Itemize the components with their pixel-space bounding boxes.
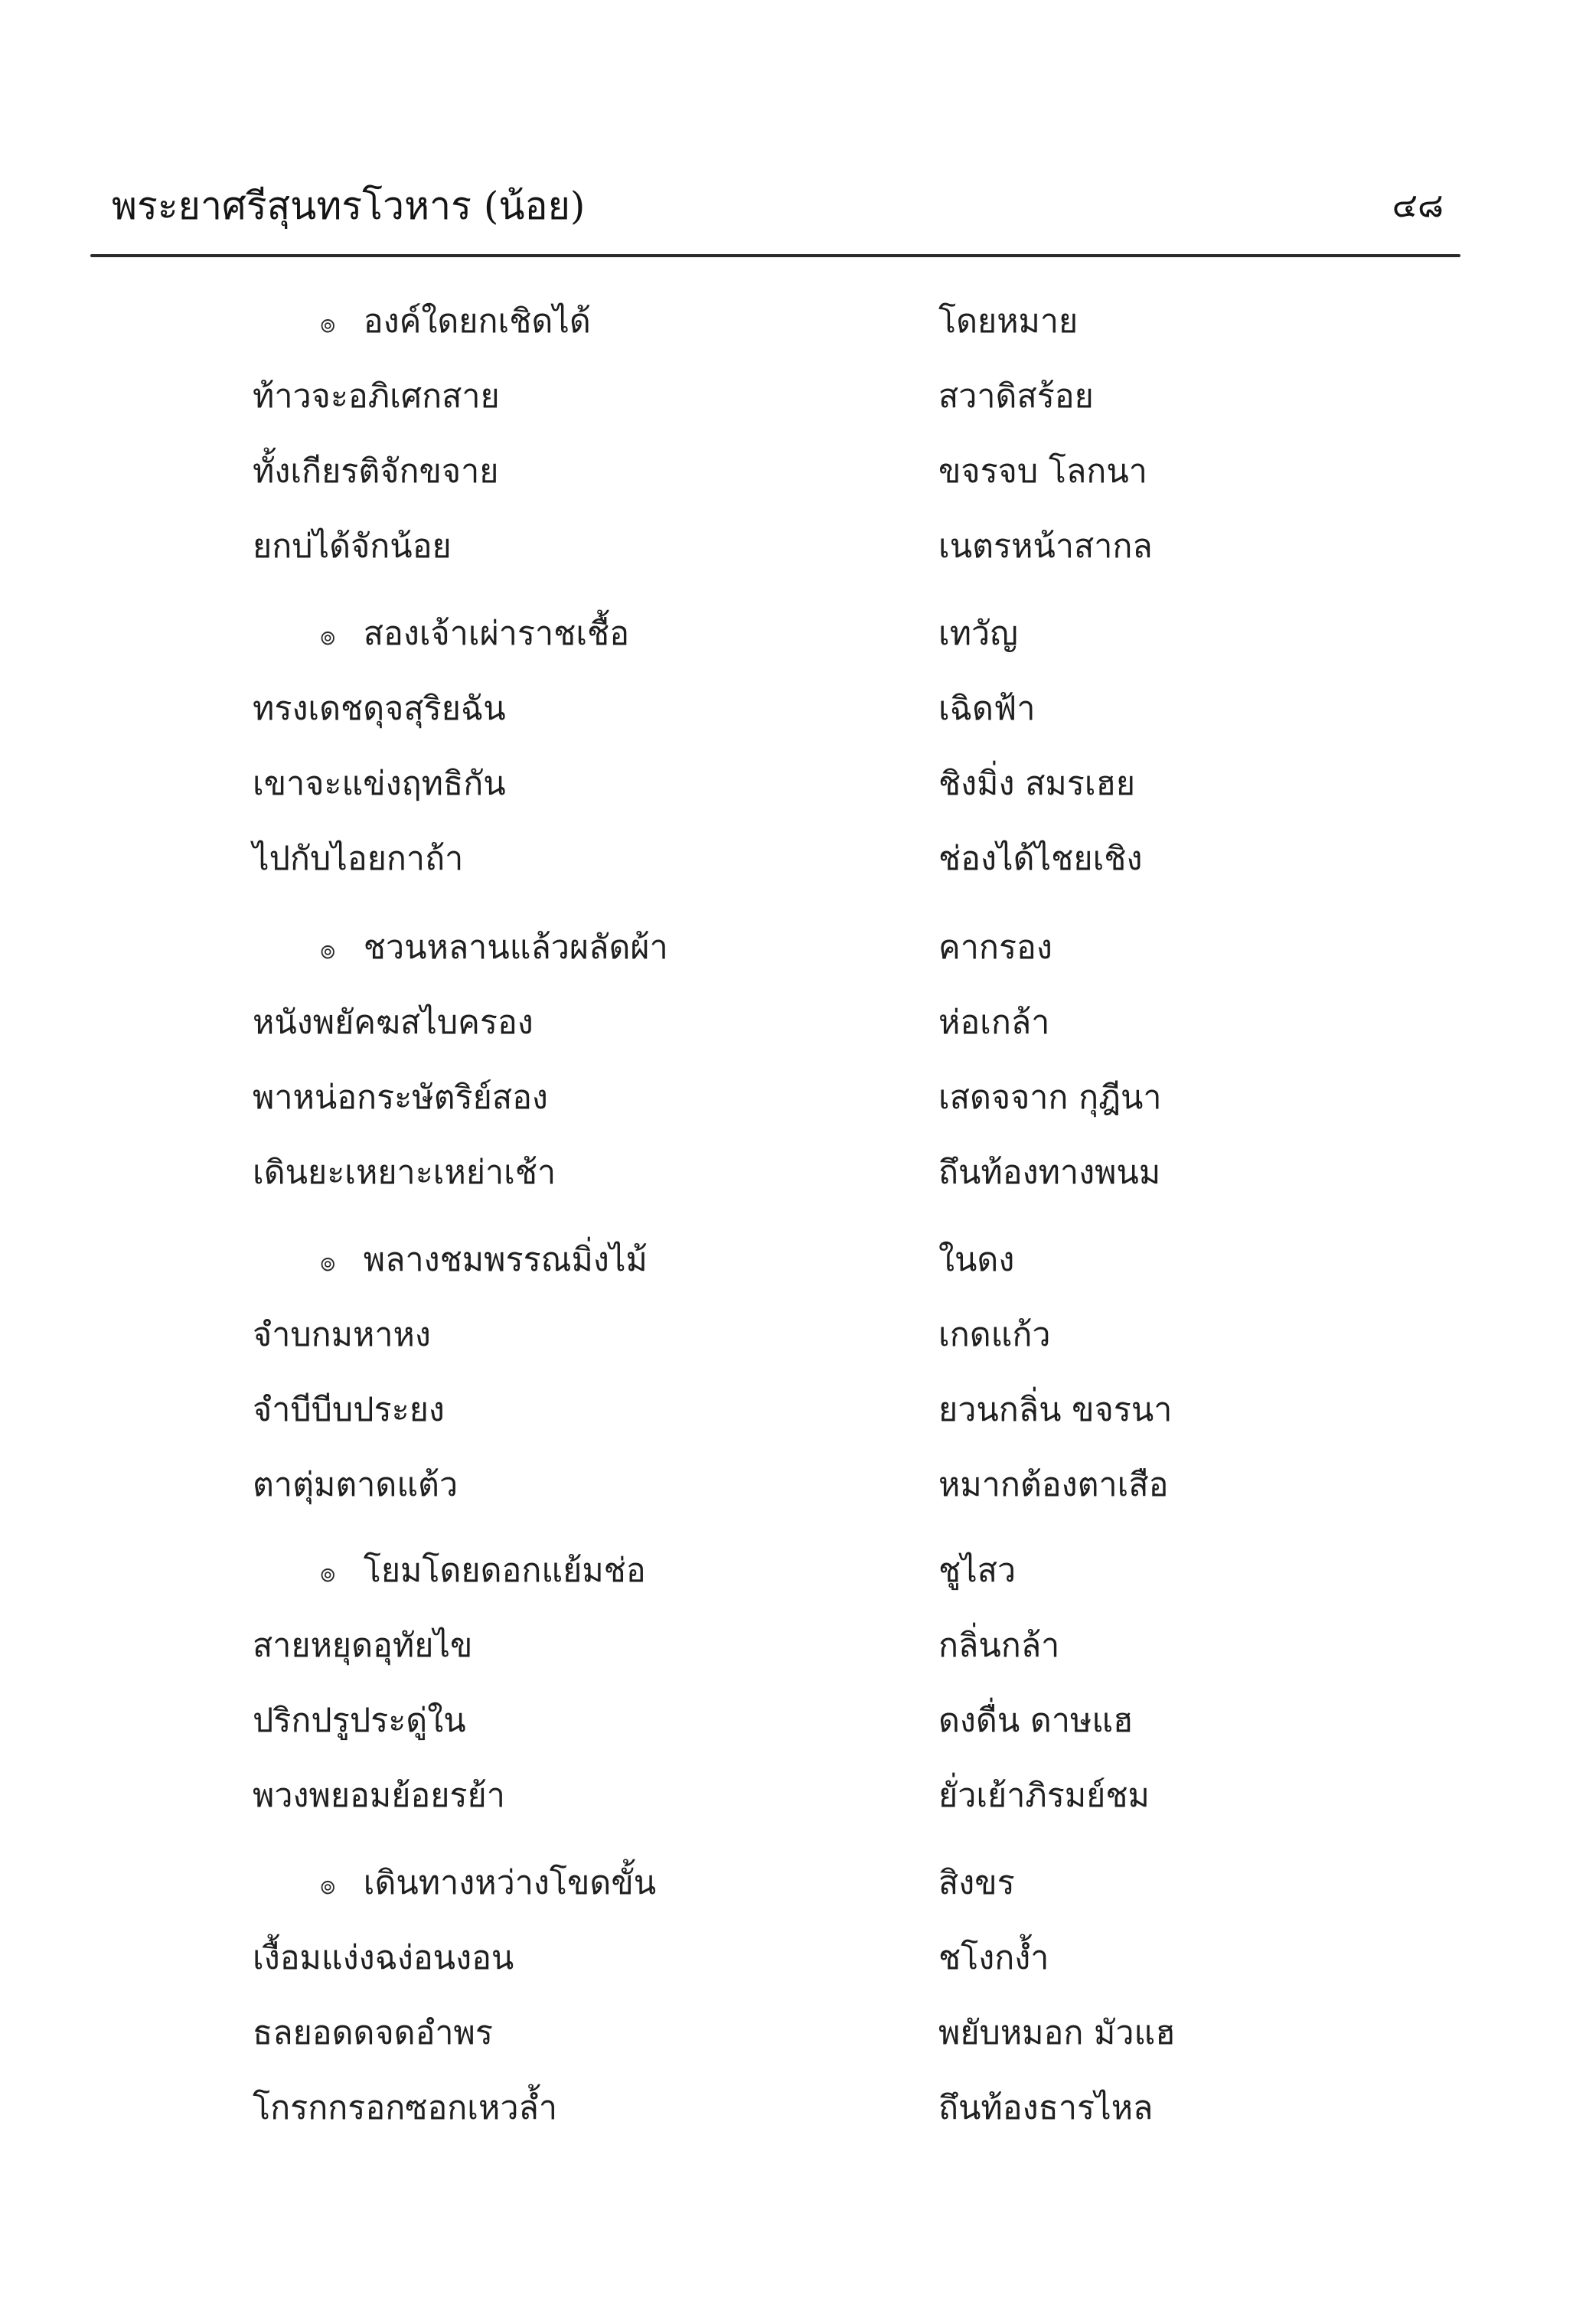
- verse-line: [0, 747, 1586, 821]
- verse-first-half: [253, 2071, 557, 2145]
- verse-first-half: [253, 672, 506, 746]
- verse-first-half-text: เดินยะเหยาะเหย่าเช้า: [253, 1154, 556, 1192]
- verse-line: [0, 1996, 1586, 2070]
- verse-second-half: ยวนกลิ่น ขจรนา: [938, 1391, 1173, 1429]
- verse-first-half: [253, 1448, 458, 1522]
- stanza-marker-icon: ๏: [320, 308, 336, 339]
- verse-first-half: [253, 822, 463, 896]
- verse-line: [0, 1448, 1586, 1522]
- verse-first-half: [253, 1996, 493, 2070]
- verse-line: [0, 1373, 1586, 1447]
- verse-first-half-text: องค์ใดยกเชิดได้: [363, 302, 591, 341]
- verse-second-half: ดงดื่น ดาษแฮ: [938, 1702, 1134, 1740]
- verse-line: [0, 597, 1586, 671]
- verse-first-half: [253, 360, 500, 433]
- verse-first-half: [253, 1136, 556, 1209]
- verse-first-half: [253, 1759, 505, 1833]
- verse-first-half: [320, 911, 668, 987]
- verse-first-half-text: เงื้อมแง่งฉง่อนงอน: [253, 1939, 514, 1977]
- verse-second-half: ช่องได้ไชยเชิง: [938, 840, 1143, 878]
- verse-first-half: [253, 1684, 466, 1758]
- verse-first-half-text: สายหยุดอุทัยไข: [253, 1627, 473, 1665]
- verse-second-half: เฉิดฟ้า: [938, 690, 1036, 728]
- verse-first-half-text: พวงพยอมย้อยรย้า: [253, 1777, 505, 1815]
- verse-first-half: [320, 1846, 656, 1922]
- verse-second-half: กลิ่นกล้า: [938, 1627, 1060, 1665]
- verse-line: [0, 435, 1586, 508]
- verse-first-half-text: ไปกับไอยกาถ้า: [253, 840, 464, 878]
- verse-second-half: ในดง: [938, 1241, 1015, 1279]
- verse-first-half: [320, 1223, 648, 1299]
- verse-second-half: ถึนท้องธารไหล: [938, 2089, 1154, 2127]
- verse-first-half-text: หนังพยัคฆสไบครอง: [253, 1004, 534, 1042]
- stanza-marker-icon: ๏: [320, 1247, 336, 1278]
- verse-second-half: ห่อเกล้า: [938, 1004, 1050, 1042]
- verse-first-half: [253, 1609, 472, 1683]
- verse-first-half: [320, 285, 591, 361]
- verse-first-half: [253, 1298, 431, 1372]
- verse-first-half: [253, 510, 452, 583]
- verse-first-half-text: โกรกกรอกซอกเหวล้ำ: [253, 2089, 557, 2127]
- verse-first-half-text: เดินทางหว่างโขดขั้น: [363, 1864, 657, 1902]
- verse-first-half: [253, 986, 534, 1059]
- verse-second-half: เสดจจาก กุฎีนา: [938, 1079, 1162, 1117]
- stanza-marker-icon: ๏: [320, 935, 336, 965]
- verse-first-half-text: ชวนหลานแล้วผลัดผ้า: [363, 929, 668, 967]
- verse-first-half-text: ตาตุ่มตาดแต้ว: [253, 1466, 459, 1504]
- verse-line: [0, 1136, 1586, 1209]
- verse-first-half: [253, 1921, 514, 1995]
- verse-second-half: หมากต้องตาเสือ: [938, 1466, 1169, 1504]
- verse-line: [0, 1684, 1586, 1758]
- verse-line: [0, 1921, 1586, 1995]
- verse-line: [0, 360, 1586, 433]
- verse-first-half-text: ธลยอดดจดอำพร: [253, 2014, 493, 2052]
- verse-second-half: สิงขร: [938, 1864, 1015, 1902]
- verse-line: [0, 510, 1586, 583]
- verse-second-half: เทวัญ: [938, 615, 1018, 653]
- verse-second-half: ถึนท้องทางพนม: [938, 1154, 1161, 1192]
- verse-second-half: ยั่วเย้าภิรมย์ชม: [938, 1777, 1150, 1815]
- verse-line: [0, 285, 1586, 358]
- running-title: พระยาศรีสุนทรโวหาร (น้อย): [112, 184, 586, 228]
- verse-second-half: ขจรจบ โลกนา: [938, 452, 1147, 491]
- stanza-marker-icon: ๏: [320, 1870, 336, 1901]
- verse-second-half: สวาดิสร้อย: [938, 377, 1094, 416]
- verse-second-half: ชูไสว: [938, 1552, 1017, 1590]
- verse-first-half-text: ปริกปรูประดู่ใน: [253, 1702, 466, 1740]
- verse-line: [0, 1298, 1586, 1372]
- verse-first-half-text: จำบีบีบประยง: [253, 1391, 445, 1429]
- verse-line: [0, 672, 1586, 746]
- verse-first-half: [253, 1061, 548, 1134]
- verse-line: [0, 2071, 1586, 2145]
- verse-first-half-text: ทรงเดชดุจสุริยฉัน: [253, 690, 506, 728]
- verse-line: [0, 986, 1586, 1059]
- verse-first-half: [320, 597, 629, 673]
- verse-line: [0, 1061, 1586, 1134]
- verse-second-half: ชโงกง้ำ: [938, 1939, 1049, 1977]
- verse-line: [0, 911, 1586, 984]
- verse-first-half-text: เขาจะแข่งฤทธิกัน: [253, 765, 506, 803]
- verse-first-half: [320, 1534, 646, 1610]
- page-number: ๔๘: [1392, 186, 1444, 225]
- verse-first-half-text: พลางชมพรรณมิ่งไม้: [363, 1241, 648, 1279]
- verse-line: [0, 1759, 1586, 1833]
- verse-first-half-text: พาหน่อกระษัตริย์สอง: [253, 1079, 548, 1117]
- verse-second-half: พยับหมอก มัวแฮ: [938, 2014, 1176, 2052]
- verse-first-half: [253, 435, 498, 508]
- verse-line: [0, 1846, 1586, 1920]
- verse-line: [0, 1609, 1586, 1683]
- verse-second-half: ชิงมิ่ง สมรเฮย: [938, 765, 1136, 803]
- verse-first-half-text: ท้าวจะอภิเศกสาย: [253, 377, 500, 416]
- verse-first-half-text: โยมโดยดอกแย้มช่อ: [363, 1552, 646, 1590]
- verse-second-half: เนตรหน้าสากล: [938, 527, 1153, 566]
- verse-line: [0, 822, 1586, 896]
- verse-first-half: [253, 1373, 445, 1447]
- verse-line: [0, 1534, 1586, 1608]
- verse-second-half: โดยหมาย: [938, 302, 1079, 341]
- verse-second-half: เกดแก้ว: [938, 1316, 1051, 1354]
- stanza-marker-icon: ๏: [320, 621, 336, 651]
- verse-first-half-text: จำบกมหาหง: [253, 1316, 431, 1354]
- stanza-marker-icon: ๏: [320, 1558, 336, 1588]
- verse-first-half-text: สองเจ้าเผ่าราชเชื้อ: [363, 615, 630, 653]
- verse-first-half-text: ยกบ่ได้จักน้อย: [253, 527, 452, 566]
- verse-second-half: คากรอง: [938, 929, 1052, 967]
- verse-first-half: [253, 747, 506, 821]
- verse-first-half-text: ทั้งเกียรติจักขจาย: [253, 452, 499, 491]
- verse-line: [0, 1223, 1586, 1297]
